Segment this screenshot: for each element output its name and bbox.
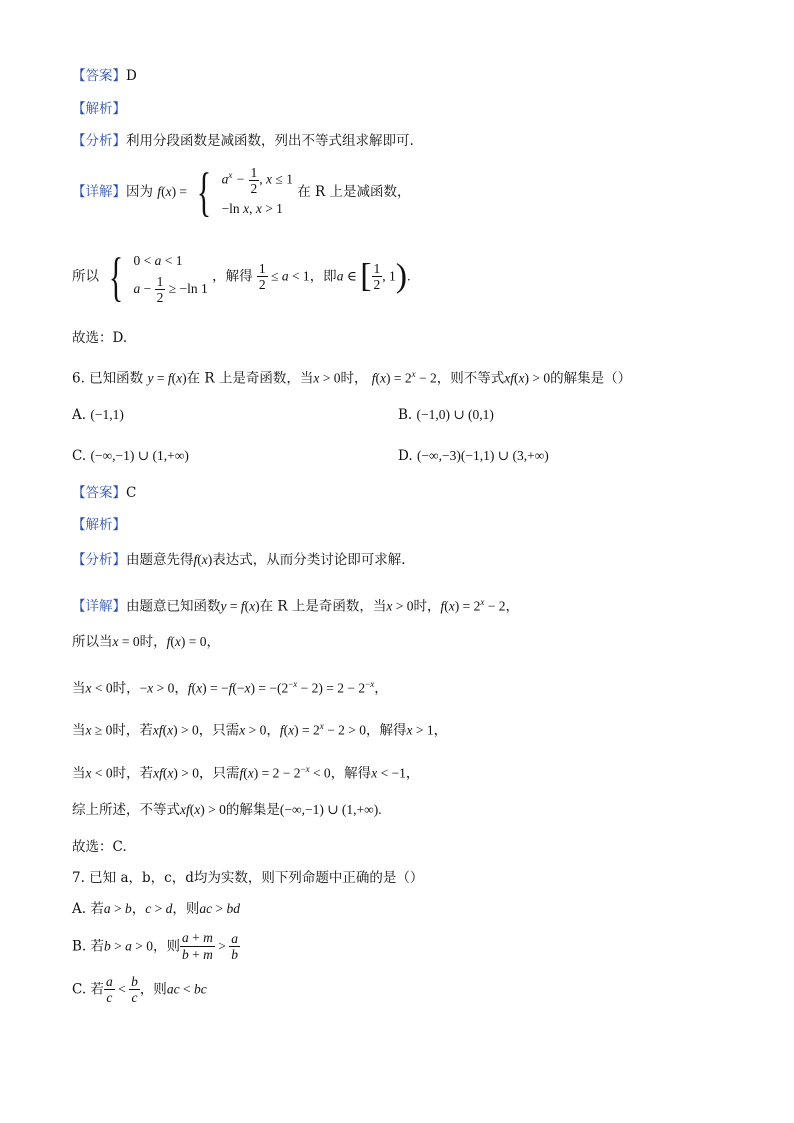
q7-option-a[interactable]: A. 若a > b，c > d，则ac > bd <box>72 901 240 917</box>
fenxi-tag: 【分析】 <box>72 133 126 149</box>
text: ，只需 <box>198 765 240 782</box>
q7-stem: 7. 已知 a，b，c，d均为实数，则下列命题中正确的是（） <box>72 870 424 886</box>
option-label: B. <box>398 407 413 423</box>
q6-detail-4: 当x ≥ 0时，若xf(x) > 0，只需x > 0，$f(x) = 2^x - 2 > 0$，解得x > 1， <box>72 721 448 739</box>
q6-choose: 故选：C. <box>72 839 127 855</box>
text: 当 <box>72 680 86 697</box>
answer-line <box>72 66 137 86</box>
q7-option-b[interactable]: B. 若b > a > 0，则 $\frac{a + m}{b + m}$ > $\frac{a}{b}$ <box>72 930 239 962</box>
detail-line-2: 所以 { 0 < a < 1 a − $\frac{1}{2}$ ≥ −ln 1 ，解得 $\frac{1}{2}$ ≤ a < 1，即a ∈ [ $\frac{1}{2}$ , 1). <box>72 246 411 307</box>
text: 在 R 上是奇函数，当 <box>186 370 314 387</box>
text: 在 R 上是奇函数，当 <box>259 598 387 615</box>
detail-tag: 【详解】 <box>72 183 126 200</box>
system: 0 < a < 1 a − $\frac{1}{2}$ ≥ −ln 1 <box>133 253 208 305</box>
q6-option-b[interactable]: B. (−1,0) ∪ (0,1) <box>398 407 494 423</box>
text: 在 R 上是减函数， <box>297 183 411 200</box>
text: 由题意先得 <box>126 552 194 568</box>
text: 当 <box>72 722 86 739</box>
text: 因为 <box>126 183 153 200</box>
text: ，则不等式 <box>436 370 505 387</box>
text: ，解得 <box>366 722 407 739</box>
text: 所以当 <box>72 634 113 650</box>
answer-tag: 【答案】 <box>72 485 126 501</box>
text: 所以 <box>72 268 99 285</box>
text: ，则 <box>139 981 167 998</box>
q6-detail-3: 当x < 0时，−x > 0，$f(x) = -f(-x) = -(2^{-x} - 2) = 2 - 2^{-x}$， <box>72 679 388 697</box>
brace: { <box>109 246 124 307</box>
piecewise: $a^x$ − $\frac{1}{2}$ , x ≤ 1 −ln x, x > 1 <box>221 164 293 216</box>
detail-tag: 【详解】 <box>72 598 126 615</box>
analysis-tag <box>72 99 126 119</box>
detail-line-1: 【详解】因为 f(x) = { $a^x$ − $\frac{1}{2}$ , x ≤ 1 −ln x, x > 1 在 R 上是减函数， <box>72 161 411 222</box>
brace: { <box>197 161 212 222</box>
q6-option-c[interactable]: C. (−∞,−1) ∪ (1,+∞) <box>72 448 189 464</box>
text: 时， <box>340 370 368 387</box>
text: 的解集是（） <box>550 370 632 387</box>
q6-detail-5: 当x < 0时，若xf(x) > 0，只需$f(x) = 2 - 2^{-x} < 0$，解得x < −1， <box>72 764 420 782</box>
text: 时， <box>112 680 140 697</box>
text: ，则 <box>153 938 181 955</box>
q6-detail-1: 【详解】由题意已知函数y = f(x)在 R 上是奇函数，当x > 0时，$f(x) = 2^x - 2$， <box>72 597 520 615</box>
choose-line: 故选：D. <box>72 330 128 346</box>
option-label: D. <box>398 448 413 464</box>
text: 时，若 <box>112 765 154 782</box>
text: 时， <box>413 598 441 615</box>
q6-stem: 6. 已知函数 y = f(x)在 R 上是奇函数，当x > 0时， $f(x) = 2^x - 2$，则不等式xf(x) > 0的解集是（） <box>72 369 632 387</box>
formula: f <box>157 183 162 199</box>
fenxi-tag: 【分析】 <box>72 552 126 568</box>
option-label: B. 若 <box>72 938 105 955</box>
text: ，则 <box>172 901 200 917</box>
q6-detail-2: 所以当x = 0时，f(x) = 0， <box>72 634 220 650</box>
text: 时，若 <box>112 722 153 739</box>
q6-answer-line <box>72 483 136 503</box>
answer-value: D <box>126 68 137 84</box>
text: 当 <box>72 765 86 782</box>
answer-value: C <box>126 485 137 501</box>
text: 由题意已知函数 <box>126 598 221 615</box>
option-label: A. <box>72 407 87 423</box>
text: 6. 已知函数 <box>72 370 144 387</box>
q6-detail-6: 综上所述，不等式xf(x) > 0的解集是(−∞,−1) ∪ (1,+∞). <box>72 802 382 818</box>
q6-fenxi: 【分析】由题意先得f(x)表达式，从而分类讨论即可求解. <box>72 552 406 568</box>
fenxi-line <box>72 131 414 151</box>
q7-option-c[interactable]: C. 若 $\frac{a}{c}$ < $\frac{b}{c}$ ，则ac < bc <box>72 974 207 1005</box>
text: ，即 <box>309 268 337 285</box>
answer-tag: 【答案】 <box>72 68 126 84</box>
q6-option-a[interactable]: A. (−1,1) <box>72 407 124 423</box>
text: 综上所述，不等式 <box>72 802 180 818</box>
text: 时， <box>139 634 167 650</box>
text: 表达式，从而分类讨论即可求解. <box>212 552 406 568</box>
option-label: C. <box>72 448 87 464</box>
fenxi-text: 利用分段函数是减函数，列出不等式组求解即可. <box>126 133 414 149</box>
option-label: C. 若 <box>72 981 104 998</box>
q6-analysis <box>72 515 126 535</box>
option-label: A. 若 <box>72 901 104 917</box>
text: ， <box>131 901 146 917</box>
q6-option-d[interactable]: D. (−∞,−3)(−1,1) ∪ (3,+∞) <box>398 448 549 464</box>
text: 的解集是 <box>225 802 280 818</box>
analysis-label: 【解析】 <box>72 101 126 117</box>
text: ，解得 <box>330 765 372 782</box>
analysis-label: 【解析】 <box>72 517 126 533</box>
text: ，只需 <box>198 722 240 739</box>
text: ，解得 <box>212 268 253 285</box>
